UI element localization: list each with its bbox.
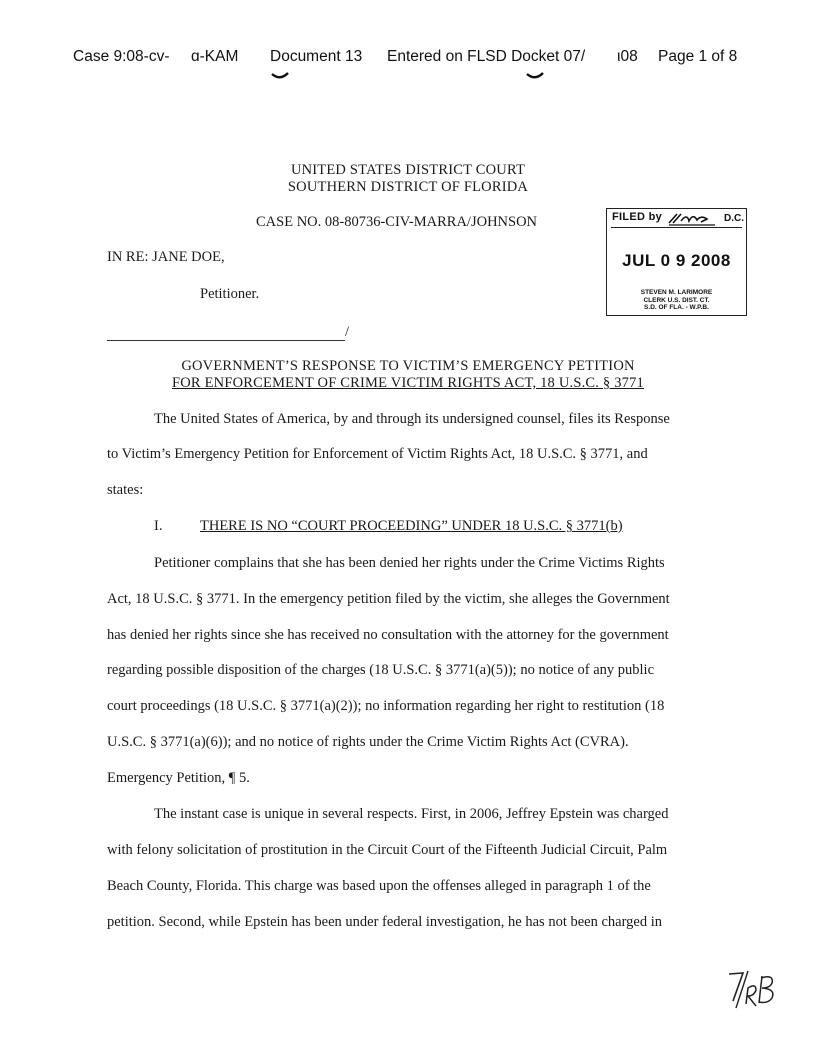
- body-line: The instant case is unique in several respects. First, in 2006, Jeffrey Epstein was charged: [154, 806, 669, 822]
- stamp-rule: [611, 227, 742, 228]
- body-line: Petitioner complains that she has been denied her rights under the Crime Victims Rights: [154, 555, 665, 571]
- stamp-date: JUL 0 9 2008: [622, 251, 731, 270]
- body-line: with felony solicitation of prostitution in the Circuit Court of the Fifteenth Judicial Circuit, Palm: [107, 842, 668, 858]
- body-line: U.S.C. § 3771(a)(6)); and no notice of rights under the Crime Victim Rights Act (CVRA).: [107, 734, 629, 750]
- stamp-filed-label: FILED by: [612, 211, 663, 223]
- caption-role: Petitioner.: [200, 286, 260, 302]
- scan-mark-icon: [526, 72, 544, 80]
- section-heading: THERE IS NO “COURT PROCEEDING” UNDER 18 U.S.C. § 3771(b): [200, 518, 623, 534]
- intro-line: states:: [107, 482, 144, 498]
- court-name-line1: UNITED STATES DISTRICT COURT: [290, 162, 526, 178]
- body-line: Beach County, Florida. This charge was based upon the offenses alleged in paragraph 1 of the: [107, 878, 651, 894]
- docket-header: [0, 44, 816, 84]
- body-line: has denied her rights since she has received no consultation with the attorney for the government: [107, 627, 669, 643]
- case-number: CASE NO. 08-80736-CIV-MARRA/JOHNSON: [256, 214, 538, 230]
- stamp-initials-signature: [667, 211, 717, 227]
- body-line: petition. Second, while Epstein has been under federal investigation, he has not been charged in: [107, 914, 663, 930]
- header-judge-fragment: ɑ-KAM: [191, 48, 239, 65]
- body-line: Emergency Petition, ¶ 5.: [107, 770, 250, 786]
- stamp-clerk: [607, 289, 746, 312]
- header-year-fragment: ι08: [617, 48, 638, 65]
- body-line: regarding possible disposition of the charges (18 U.S.C. § 3771(a)(5)); no notice of any public: [107, 662, 654, 678]
- intro-line: The United States of America, by and through its undersigned counsel, files its Response: [154, 411, 670, 427]
- filed-stamp: [606, 208, 747, 316]
- court-name-line2: SOUTHERN DISTRICT OF FLORIDA: [287, 179, 529, 195]
- scan-mark-icon: [271, 72, 289, 80]
- handwritten-initials: [726, 968, 782, 1014]
- stamp-clerk-line: CLERK U.S. DIST. CT.: [643, 296, 710, 304]
- stamp-clerk-line: S.D. OF FLA. - W.P.B.: [644, 304, 709, 311]
- header-entered: Entered on FLSD Docket 07/: [387, 48, 586, 65]
- caption-in-re: IN RE: JANE DOE,: [107, 249, 225, 265]
- stamp-dc: D.C.: [724, 213, 744, 224]
- document-title-line1: GOVERNMENT’S RESPONSE TO VICTIM’S EMERGENCY PETITION: [181, 358, 635, 374]
- document-title-line2: FOR ENFORCEMENT OF CRIME VICTIM RIGHTS ACT, 18 U.S.C. § 3771: [171, 375, 645, 391]
- header-page: Page 1 of 8: [658, 48, 738, 65]
- caption-slash: /: [345, 324, 350, 340]
- intro-line: to Victim’s Emergency Petition for Enforcement of Victim Rights Act, 18 U.S.C. § 3771, and: [107, 446, 648, 462]
- body-line: court proceedings (18 U.S.C. § 3771(a)(2)); no information regarding her right to restitution (18: [107, 698, 665, 714]
- section-number: I.: [154, 518, 163, 534]
- header-document: Document 13: [270, 48, 363, 65]
- body-line: Act, 18 U.S.C. § 3771. In the emergency petition filed by the victim, she alleges the Government: [107, 591, 670, 607]
- stamp-clerk-line: STEVEN M. LARIMORE: [640, 289, 713, 296]
- caption-rule: [107, 340, 345, 341]
- header-case-fragment: Case 9:08-cv-: [73, 48, 170, 65]
